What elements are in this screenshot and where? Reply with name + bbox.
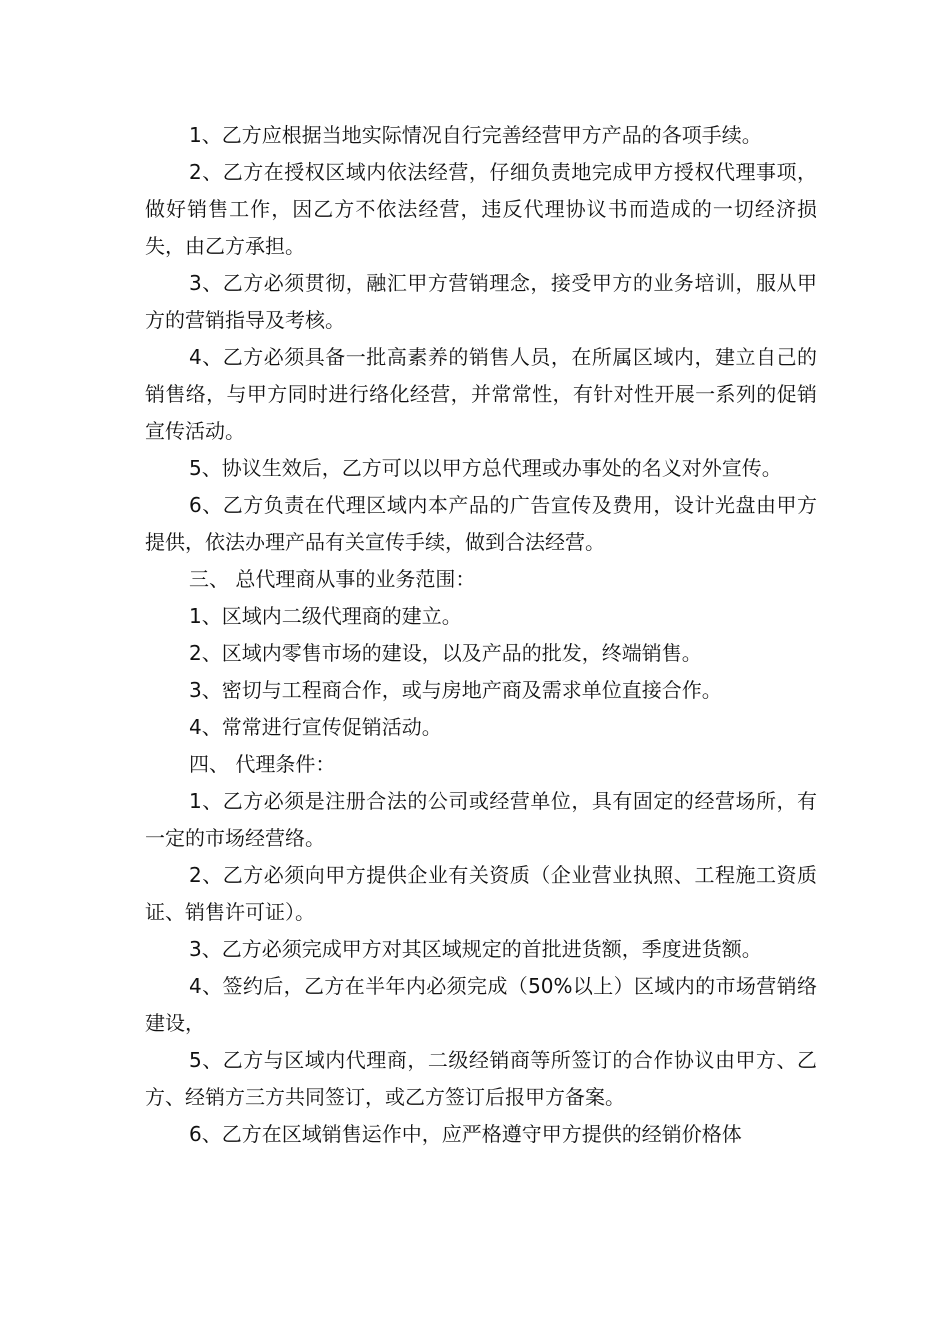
paragraph: 5、协议生效后，乙方可以以甲方总代理或办事处的名义对外宣传。 <box>189 456 782 480</box>
paragraph: 2、区域内零售市场的建设，以及产品的批发，终端销售。 <box>189 641 702 665</box>
paragraph: 6、乙方负责在代理区域内本产品的广告宣传及费用，设计光盘由甲方提供，依法办理产品有关宣传手续，做到合法经营。 <box>145 493 817 554</box>
paragraph: 1、区域内二级代理商的建立。 <box>189 604 462 628</box>
paragraph: 4、签约后，乙方在半年内必须完成（50%以上）区域内的市场营销络建设， <box>145 974 817 1035</box>
paragraph: 2、乙方在授权区域内依法经营，仔细负责地完成甲方授权代理事项，做好销售工作，因乙方不依法经营，违反代理协议书而造成的一切经济损失，由乙方承担。 <box>145 160 817 258</box>
paragraph: 1、乙方应根据当地实际情况自行完善经营甲方产品的各项手续。 <box>189 123 762 147</box>
paragraph: 3、乙方必须完成甲方对其区域规定的首批进货额，季度进货额。 <box>189 937 762 961</box>
section-heading: 四、 代理条件： <box>189 752 336 776</box>
paragraph: 6、乙方在区域销售运作中，应严格遵守甲方提供的经销价格体 <box>189 1122 742 1146</box>
paragraph: 5、乙方与区域内代理商，二级经销商等所签订的合作协议由甲方、乙方、经销方三方共同签订，或乙方签订后报甲方备案。 <box>145 1048 817 1109</box>
paragraph: 2、乙方必须向甲方提供企业有关资质（企业营业执照、工程施工资质证、销售许可证）。 <box>145 863 817 924</box>
document-body <box>145 117 817 1153</box>
paragraph: 3、密切与工程商合作，或与房地产商及需求单位直接合作。 <box>189 678 722 702</box>
paragraph: 4、乙方必须具备一批高素养的销售人员，在所属区域内，建立自己的销售络，与甲方同时进行络化经营，并常常性，有针对性开展一系列的促销宣传活动。 <box>145 345 817 443</box>
paragraph: 1、乙方必须是注册合法的公司或经营单位，具有固定的经营场所，有一定的市场经营络。 <box>145 789 817 850</box>
section-heading: 三、 总代理商从事的业务范围： <box>189 567 476 591</box>
paragraph: 3、乙方必须贯彻，融汇甲方营销理念，接受甲方的业务培训，服从甲方的营销指导及考核。 <box>145 271 817 332</box>
paragraph: 4、常常进行宣传促销活动。 <box>189 715 442 739</box>
